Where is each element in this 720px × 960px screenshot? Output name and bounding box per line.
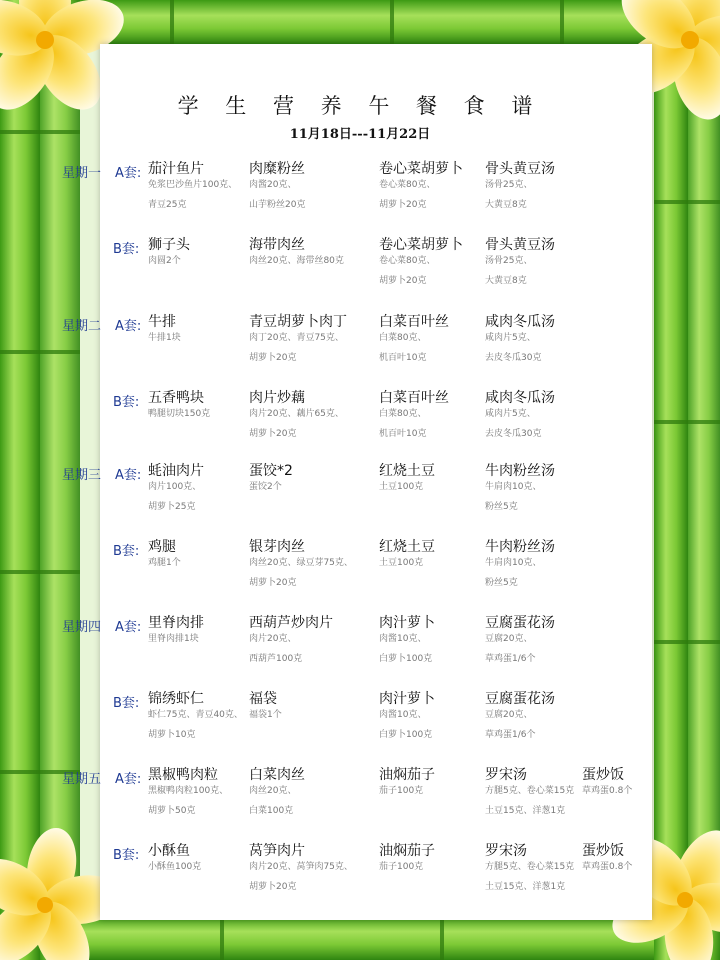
dish-name: 油焖茄子 bbox=[379, 767, 435, 783]
dish-item bbox=[148, 614, 204, 645]
dish-ingredients: 山芋粉丝20克 bbox=[249, 200, 306, 210]
dish-ingredients: 大黄豆8克 bbox=[485, 276, 527, 286]
dish-name: 骨头黄豆汤 bbox=[485, 237, 555, 253]
dish-ingredients: 肉酱10克、 bbox=[379, 710, 427, 720]
dish-item bbox=[249, 614, 333, 665]
dish-name: 卷心菜胡萝卜 bbox=[379, 237, 463, 253]
dish-item bbox=[148, 236, 190, 267]
dish-ingredients: 方腿5克、卷心菜15克 bbox=[485, 786, 575, 796]
dish-ingredients: 肉酱10克、 bbox=[379, 634, 427, 644]
dish-ingredients: 白菜80克、 bbox=[379, 409, 427, 419]
dish-ingredients: 去皮冬瓜30克 bbox=[485, 429, 542, 439]
dish-item bbox=[485, 538, 555, 589]
dish-item bbox=[485, 842, 574, 893]
day-label: 星期四 bbox=[62, 620, 102, 635]
dish-ingredients: 白萝卜100克 bbox=[379, 730, 433, 740]
dish-ingredients: 肉丝20克、绿豆芽75克、 bbox=[249, 558, 353, 568]
dish-ingredients: 汤骨25克、 bbox=[485, 180, 533, 190]
dish-name: 罗宋汤 bbox=[485, 843, 527, 859]
dish-name: 西葫芦炒肉片 bbox=[249, 615, 333, 631]
set-label: A套: bbox=[115, 620, 142, 635]
dish-ingredients: 胡萝卜20克 bbox=[379, 200, 427, 210]
dish-name: 红烧土豆 bbox=[379, 463, 435, 479]
dish-ingredients: 草鸡蛋1/6个 bbox=[485, 730, 536, 740]
dish-item bbox=[249, 842, 353, 893]
set-label: B套: bbox=[113, 848, 140, 863]
dish-name: 骨头黄豆汤 bbox=[485, 161, 555, 177]
dish-ingredients: 大黄豆8克 bbox=[485, 200, 527, 210]
dish-name: 肉汁萝卜 bbox=[379, 691, 435, 707]
dish-name: 咸肉冬瓜汤 bbox=[485, 314, 555, 330]
dish-ingredients: 土豆100克 bbox=[379, 558, 424, 568]
dish-ingredients: 鸭腿切块150克 bbox=[148, 409, 211, 419]
dish-ingredients: 豆腐20克、 bbox=[485, 634, 533, 644]
dish-name: 蛋炒饭 bbox=[582, 767, 624, 783]
dish-ingredients: 免浆巴沙鱼片100克、 bbox=[148, 180, 238, 190]
dish-name: 红烧土豆 bbox=[379, 539, 435, 555]
dish-ingredients: 胡萝卜50克 bbox=[148, 806, 196, 816]
dish-item bbox=[249, 313, 347, 364]
set-label: B套: bbox=[113, 242, 140, 257]
dish-item bbox=[148, 160, 237, 211]
dish-ingredients: 肉酱20克、 bbox=[249, 180, 297, 190]
dish-ingredients: 青豆25克 bbox=[148, 200, 187, 210]
dish-item bbox=[485, 690, 555, 741]
dish-item bbox=[379, 842, 435, 873]
dish-ingredients: 茄子100克 bbox=[379, 862, 424, 872]
dish-ingredients: 土豆15克、洋葱1克 bbox=[485, 882, 566, 892]
dish-ingredients: 白菜100克 bbox=[249, 806, 294, 816]
set-label: B套: bbox=[113, 544, 140, 559]
dish-name: 白菜百叶丝 bbox=[379, 390, 449, 406]
dish-item bbox=[148, 313, 181, 344]
dish-item bbox=[379, 236, 463, 287]
dish-item bbox=[148, 462, 204, 513]
dish-item bbox=[148, 389, 210, 420]
dish-item bbox=[379, 462, 435, 493]
dish-ingredients: 西葫芦100克 bbox=[249, 654, 303, 664]
dish-ingredients: 机百叶10克 bbox=[379, 353, 427, 363]
dish-ingredients: 机百叶10克 bbox=[379, 429, 427, 439]
dish-ingredients: 小酥鱼100克 bbox=[148, 862, 202, 872]
dish-item bbox=[485, 313, 555, 364]
set-label: B套: bbox=[113, 395, 140, 410]
dish-ingredients: 草鸡蛋0.8个 bbox=[582, 862, 633, 872]
dish-name: 白菜肉丝 bbox=[249, 767, 305, 783]
dish-ingredients: 粉丝5克 bbox=[485, 502, 518, 512]
dish-ingredients: 胡萝卜20克 bbox=[379, 276, 427, 286]
dish-ingredients: 胡萝卜20克 bbox=[249, 882, 297, 892]
dish-ingredients: 汤骨25克、 bbox=[485, 256, 533, 266]
dish-name: 福袋 bbox=[249, 691, 277, 707]
day-label: 星期三 bbox=[62, 468, 102, 483]
dish-name: 锦绣虾仁 bbox=[148, 691, 204, 707]
dish-name: 牛排 bbox=[148, 314, 176, 330]
dish-ingredients: 茄子100克 bbox=[379, 786, 424, 796]
dish-ingredients: 黑椒鸭肉粒100克、 bbox=[148, 786, 229, 796]
dish-name: 鸡腿 bbox=[148, 539, 176, 555]
dish-item bbox=[485, 160, 555, 211]
dish-ingredients: 白萝卜100克 bbox=[379, 654, 433, 664]
dish-item bbox=[249, 236, 344, 267]
dish-ingredients: 卷心菜80克、 bbox=[379, 256, 436, 266]
dish-ingredients: 去皮冬瓜30克 bbox=[485, 353, 542, 363]
dish-name: 茄汁鱼片 bbox=[148, 161, 204, 177]
dish-ingredients: 咸肉片5克、 bbox=[485, 333, 536, 343]
dish-item bbox=[379, 538, 435, 569]
dish-ingredients: 牛肩肉10克、 bbox=[485, 482, 542, 492]
dish-item bbox=[485, 389, 555, 440]
dish-name: 蚝油肉片 bbox=[148, 463, 204, 479]
dish-ingredients: 肉片20克、莴笋肉75克、 bbox=[249, 862, 353, 872]
dish-item bbox=[485, 614, 555, 665]
dish-name: 黑椒鸭肉粒 bbox=[148, 767, 218, 783]
dish-ingredients: 肉圆2个 bbox=[148, 256, 181, 266]
dish-item bbox=[582, 766, 632, 797]
dish-name: 肉片炒藕 bbox=[249, 390, 305, 406]
dish-name: 肉汁萝卜 bbox=[379, 615, 435, 631]
dish-name: 豆腐蛋花汤 bbox=[485, 615, 555, 631]
dish-ingredients: 肉丝20克、 bbox=[249, 786, 297, 796]
dish-name: 豆腐蛋花汤 bbox=[485, 691, 555, 707]
dish-ingredients: 土豆15克、洋葱1克 bbox=[485, 806, 566, 816]
dish-ingredients: 豆腐20克、 bbox=[485, 710, 533, 720]
dish-name: 青豆胡萝卜肉丁 bbox=[249, 314, 347, 330]
dish-name: 莴笋肉片 bbox=[249, 843, 305, 859]
dish-ingredients: 牛肩肉10克、 bbox=[485, 558, 542, 568]
dish-ingredients: 牛排1块 bbox=[148, 333, 181, 343]
dish-name: 里脊肉排 bbox=[148, 615, 204, 631]
dish-ingredients: 粉丝5克 bbox=[485, 578, 518, 588]
dish-name: 海带肉丝 bbox=[249, 237, 305, 253]
dish-name: 牛肉粉丝汤 bbox=[485, 463, 555, 479]
dish-ingredients: 胡萝卜20克 bbox=[249, 429, 297, 439]
dish-item bbox=[379, 766, 435, 797]
dish-item bbox=[379, 389, 449, 440]
dish-name: 蛋饺*2 bbox=[249, 463, 293, 479]
day-label: 星期五 bbox=[62, 772, 102, 787]
dish-item bbox=[582, 842, 632, 873]
dish-name: 银芽肉丝 bbox=[249, 539, 305, 555]
dish-item bbox=[249, 690, 282, 721]
dish-item bbox=[379, 690, 435, 741]
dish-ingredients: 胡萝卜10克 bbox=[148, 730, 196, 740]
dish-ingredients: 蛋饺2个 bbox=[249, 482, 282, 492]
dish-ingredients: 肉片20克、藕片65克、 bbox=[249, 409, 344, 419]
day-label: 星期二 bbox=[62, 319, 102, 334]
dish-name: 咸肉冬瓜汤 bbox=[485, 390, 555, 406]
dish-item bbox=[379, 160, 463, 211]
dish-ingredients: 白菜80克、 bbox=[379, 333, 427, 343]
set-label: A套: bbox=[115, 319, 142, 334]
day-label: 星期一 bbox=[62, 166, 102, 181]
dish-ingredients: 草鸡蛋0.8个 bbox=[582, 786, 633, 796]
dish-item bbox=[148, 842, 201, 873]
dish-item bbox=[485, 462, 555, 513]
set-label: A套: bbox=[115, 468, 142, 483]
dish-ingredients: 胡萝卜20克 bbox=[249, 353, 297, 363]
dish-name: 白菜百叶丝 bbox=[379, 314, 449, 330]
dish-ingredients: 虾仁75克、青豆40克、 bbox=[148, 710, 243, 720]
dish-item bbox=[249, 160, 305, 211]
dish-name: 狮子头 bbox=[148, 237, 190, 253]
page-title: 学 生 营 养 午 餐 食 谱 bbox=[177, 94, 543, 118]
dish-item bbox=[249, 538, 353, 589]
dish-name: 五香鸭块 bbox=[148, 390, 204, 406]
set-label: B套: bbox=[113, 696, 140, 711]
set-label: A套: bbox=[115, 772, 142, 787]
dish-item bbox=[148, 538, 181, 569]
dish-name: 蛋炒饭 bbox=[582, 843, 624, 859]
dish-ingredients: 咸肉片5克、 bbox=[485, 409, 536, 419]
dish-ingredients: 里脊肉排1块 bbox=[148, 634, 199, 644]
dish-ingredients: 肉片100克、 bbox=[148, 482, 202, 492]
dish-item bbox=[485, 766, 574, 817]
dish-item bbox=[148, 690, 243, 741]
dish-name: 罗宋汤 bbox=[485, 767, 527, 783]
dish-item bbox=[249, 766, 305, 817]
set-label: A套: bbox=[115, 166, 142, 181]
dish-item bbox=[148, 766, 228, 817]
dish-name: 小酥鱼 bbox=[148, 843, 190, 859]
dish-ingredients: 肉丁20克、青豆75克、 bbox=[249, 333, 344, 343]
dish-name: 牛肉粉丝汤 bbox=[485, 539, 555, 555]
dish-ingredients: 方腿5克、卷心菜15克 bbox=[485, 862, 575, 872]
dish-name: 油焖茄子 bbox=[379, 843, 435, 859]
dish-item bbox=[249, 389, 344, 440]
dish-ingredients: 草鸡蛋1/6个 bbox=[485, 654, 536, 664]
dish-item bbox=[485, 236, 555, 287]
dish-name: 卷心菜胡萝卜 bbox=[379, 161, 463, 177]
dish-ingredients: 肉丝20克、海带丝80克 bbox=[249, 256, 344, 266]
dish-item bbox=[249, 462, 293, 493]
dish-item bbox=[379, 313, 449, 364]
dish-name: 肉糜粉丝 bbox=[249, 161, 305, 177]
dish-ingredients: 福袋1个 bbox=[249, 710, 282, 720]
dish-ingredients: 胡萝卜20克 bbox=[249, 578, 297, 588]
dish-ingredients: 卷心菜80克、 bbox=[379, 180, 436, 190]
dish-item bbox=[379, 614, 435, 665]
dish-ingredients: 鸡腿1个 bbox=[148, 558, 181, 568]
dish-ingredients: 肉片20克、 bbox=[249, 634, 297, 644]
date-range: 11月18日---11月22日 bbox=[289, 127, 431, 142]
dish-ingredients: 土豆100克 bbox=[379, 482, 424, 492]
dish-ingredients: 胡萝卜25克 bbox=[148, 502, 196, 512]
